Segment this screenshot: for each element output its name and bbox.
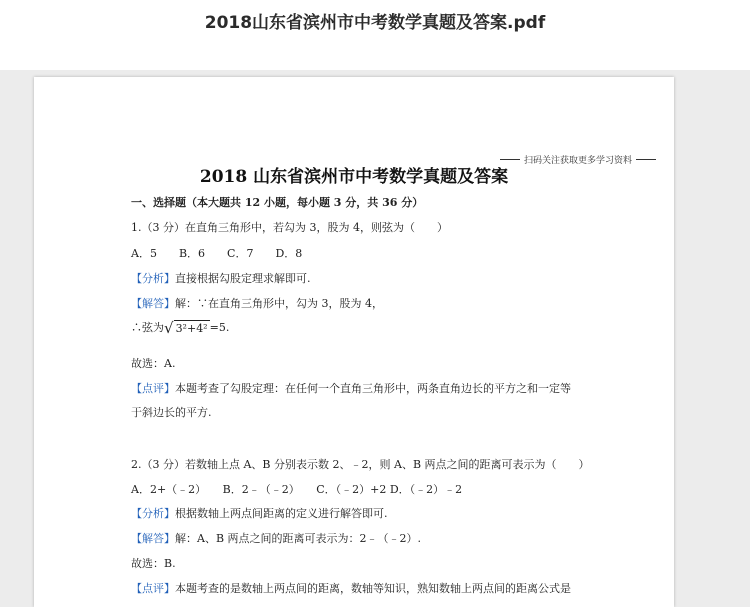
q1-comment [131, 380, 571, 396]
q1-formula [131, 319, 229, 336]
viewer-header [0, 0, 750, 70]
q1-comment-tag: 【点评】 [131, 382, 175, 395]
q2-solution-tag: 【解答】 [131, 532, 175, 545]
q1-radicand: 3²+4² [175, 322, 208, 335]
q1-choose: 故选：A. [131, 357, 176, 370]
q2-analysis-tag: 【分析】 [131, 507, 175, 520]
q2-comment-text: 本题考查的是数轴上两点间的距离，数轴等知识，熟知数轴上两点间的距离公式是 [175, 582, 571, 595]
sqrt-icon: √ [164, 319, 174, 337]
q1-options: A．5 B．6 C．7 D．8 [131, 247, 303, 260]
q2-solution [131, 530, 421, 546]
q1-solution-text: 解：∵在直角三角形中，勾为 3，股为 4， [175, 297, 383, 310]
q2-comment [131, 580, 571, 596]
q2-analysis [131, 505, 388, 521]
sqrt-expression [164, 320, 210, 336]
q2-options: A．2+（﹣2） B．2﹣（﹣2） C．（﹣2）+2 D．（﹣2）﹣2 [131, 483, 463, 496]
q1-comment-continued: 于斜边长的平方. [131, 406, 212, 419]
pdf-page [34, 77, 674, 607]
q2-solution-text: 解：A、B 两点之间的距离可表示为：2﹣（﹣2）. [175, 532, 422, 545]
q1-comment-text: 本题考查了勾股定理：在任何一个直角三角形中，两条直角边长的平方之和一定等 [175, 382, 571, 395]
q1-solution [131, 295, 383, 311]
watermark-line-left [500, 159, 520, 160]
q2-question: 2.（3 分）若数轴上点 A、B 分别表示数 2、﹣2，则 A、B 两点之间的距离可表示为（ ） [131, 458, 590, 471]
q1-analysis-text: 直接根据勾股定理求解即可. [175, 272, 311, 285]
file-title: 2018山东省滨州市中考数学真题及答案.pdf [204, 13, 546, 33]
q1-analysis [131, 270, 311, 286]
q1-analysis-tag: 【分析】 [131, 272, 175, 285]
q2-choose: 故选：B. [131, 557, 176, 570]
q1-formula-suffix: =5. [209, 321, 230, 334]
q2-comment-tag: 【点评】 [131, 582, 175, 595]
q1-question: 1.（3 分）在直角三角形中，若勾为 3，股为 4，则弦为（ ） [131, 221, 448, 234]
q1-solution-tag: 【解答】 [131, 297, 175, 310]
q2-analysis-text: 根据数轴上两点间距离的定义进行解答即可. [175, 507, 388, 520]
watermark-text: 扫码关注获取更多学习资料 [523, 156, 632, 166]
q1-formula-prefix: ∴弦为 [131, 321, 164, 334]
section-heading: 一、选择题（本大题共 12 小题，每小题 3 分，共 36 分） [131, 196, 424, 209]
watermark-line-right [636, 159, 656, 160]
document-title: 2018 山东省滨州市中考数学真题及答案 [199, 167, 509, 187]
